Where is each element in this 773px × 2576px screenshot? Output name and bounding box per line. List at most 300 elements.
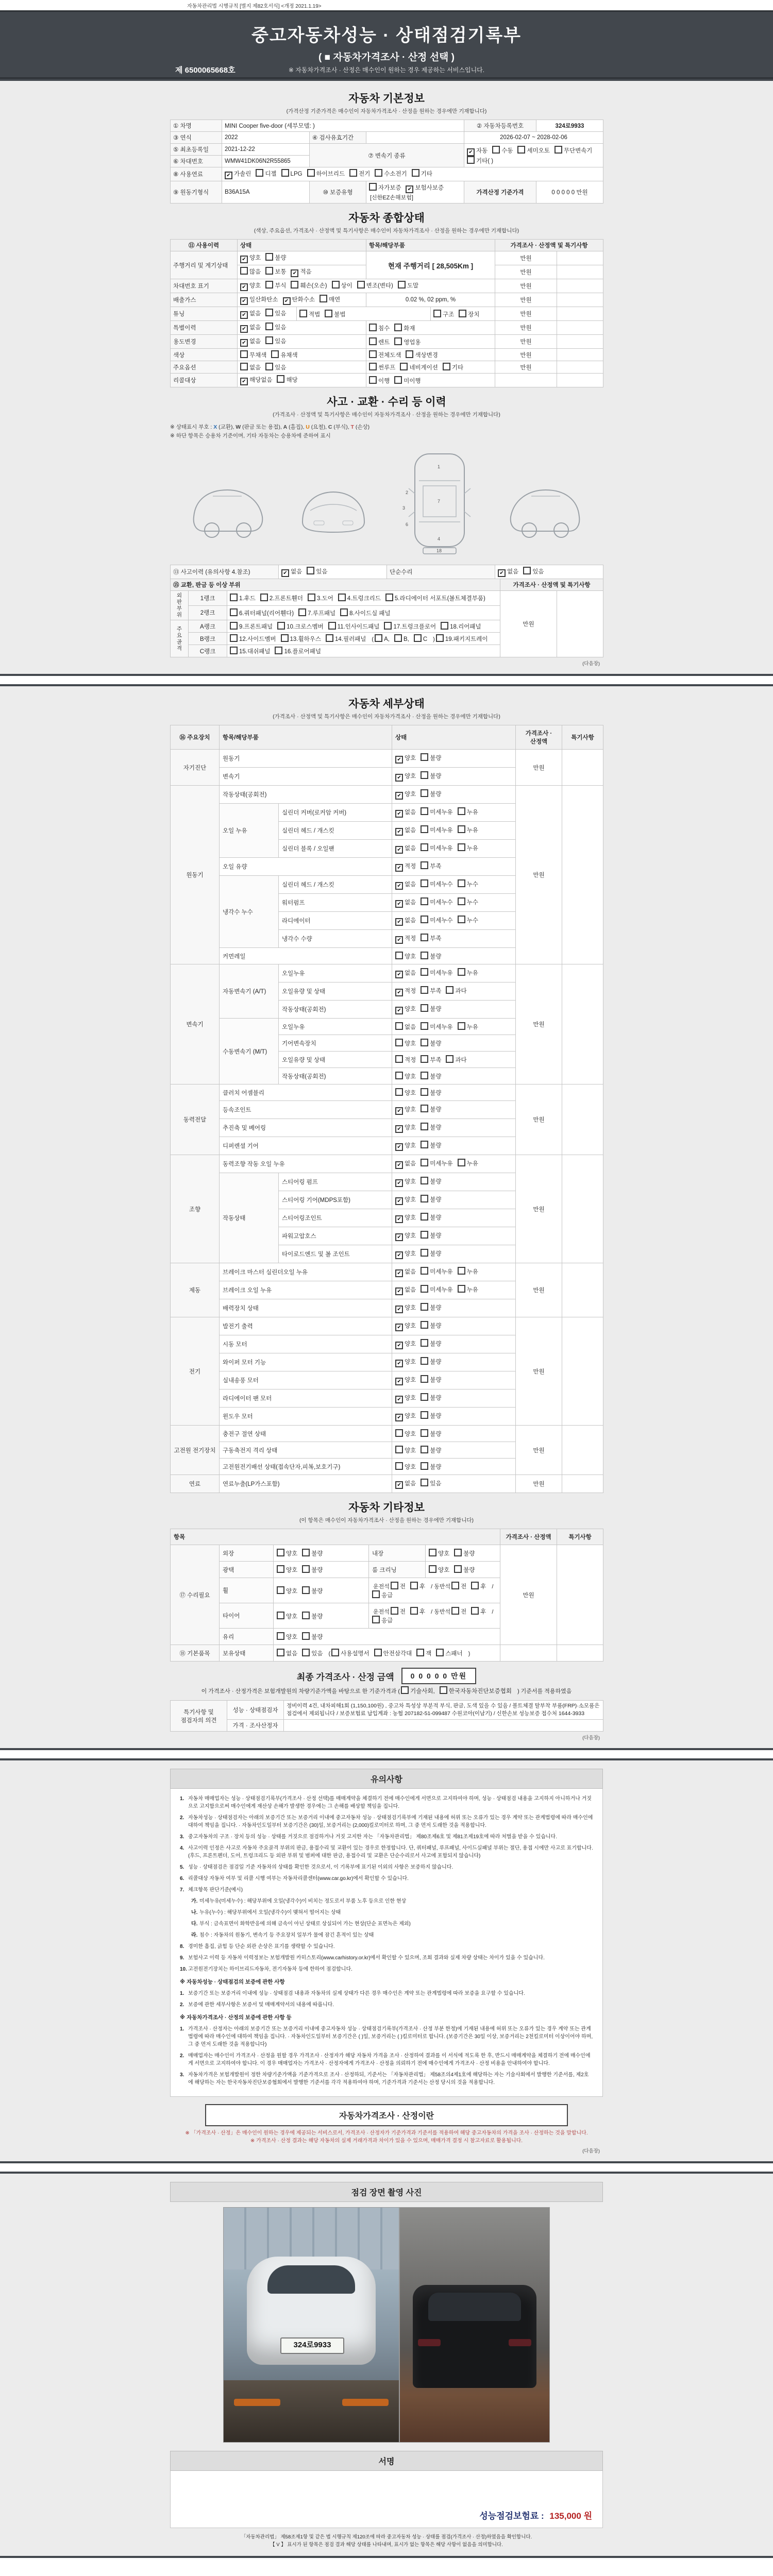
option[interactable] <box>256 169 276 178</box>
option[interactable] <box>421 807 452 816</box>
option-checked[interactable] <box>240 337 261 347</box>
option[interactable] <box>369 350 401 359</box>
option-checked[interactable] <box>395 969 416 978</box>
option[interactable] <box>230 634 276 643</box>
option[interactable] <box>421 1321 441 1330</box>
option[interactable] <box>265 267 286 276</box>
option[interactable] <box>458 1267 478 1276</box>
option[interactable] <box>230 608 294 617</box>
option[interactable] <box>299 310 320 318</box>
option[interactable] <box>391 1582 406 1590</box>
checkbox-icon <box>395 1072 403 1079</box>
cell <box>392 930 516 948</box>
option[interactable] <box>443 363 463 371</box>
option[interactable] <box>421 1055 441 1064</box>
option[interactable] <box>291 281 327 290</box>
option[interactable] <box>230 594 256 602</box>
option[interactable] <box>385 594 485 602</box>
option[interactable] <box>458 843 478 852</box>
option[interactable] <box>454 1565 475 1574</box>
option[interactable] <box>421 1141 441 1149</box>
option[interactable] <box>421 1411 441 1420</box>
option[interactable] <box>458 968 478 977</box>
option-checked[interactable] <box>395 934 416 944</box>
option-label: 불량 <box>430 1448 442 1454</box>
option[interactable] <box>395 1446 416 1454</box>
option[interactable] <box>375 169 407 178</box>
option-label: 양호 <box>405 1197 416 1203</box>
checkbox-icon <box>441 622 448 630</box>
checkbox-icon <box>412 169 419 177</box>
option[interactable] <box>471 1582 486 1590</box>
option-checked[interactable] <box>240 295 278 305</box>
option-checked[interactable] <box>225 170 251 179</box>
option[interactable] <box>429 1565 449 1574</box>
checkbox-icon <box>458 1022 465 1030</box>
option[interactable] <box>458 897 478 906</box>
option-label: 양호 <box>405 1341 416 1347</box>
cell <box>557 374 603 387</box>
checkbox-icon <box>394 337 402 345</box>
option-checked[interactable] <box>395 1005 416 1014</box>
option[interactable] <box>230 622 273 631</box>
option-label: C <box>423 636 428 642</box>
cell <box>392 768 516 786</box>
option-label: 기술사회, <box>410 1688 435 1694</box>
option[interactable] <box>458 1159 478 1167</box>
checkbox-icon <box>394 324 402 331</box>
option[interactable] <box>374 1649 412 1657</box>
option-checked[interactable] <box>395 880 416 890</box>
checkbox-icon <box>331 1649 339 1656</box>
option-checked[interactable] <box>467 146 488 156</box>
cell <box>274 1578 369 1603</box>
option[interactable] <box>260 594 303 602</box>
option[interactable] <box>372 1616 393 1624</box>
cell <box>227 645 500 657</box>
option[interactable] <box>275 647 321 655</box>
option[interactable] <box>298 608 335 617</box>
option[interactable] <box>369 337 390 346</box>
option[interactable] <box>421 771 441 780</box>
option[interactable] <box>451 1582 466 1590</box>
option-label: 미세누수 <box>430 882 453 888</box>
option[interactable] <box>307 567 327 575</box>
option-checked[interactable] <box>281 567 302 577</box>
option[interactable] <box>302 1586 323 1595</box>
option[interactable] <box>436 634 488 643</box>
option[interactable] <box>421 952 441 960</box>
option[interactable] <box>410 1607 425 1616</box>
option[interactable] <box>421 1022 452 1031</box>
option[interactable] <box>421 1004 441 1013</box>
option-label: 렌트 <box>378 339 390 346</box>
option[interactable] <box>395 1429 416 1438</box>
option-checked[interactable] <box>395 772 416 782</box>
option[interactable] <box>421 843 452 852</box>
option[interactable] <box>277 1565 297 1574</box>
option[interactable] <box>421 1446 441 1454</box>
option[interactable] <box>459 310 479 318</box>
option[interactable] <box>458 825 478 834</box>
option-checked[interactable] <box>395 790 416 800</box>
option[interactable] <box>458 879 478 888</box>
option[interactable] <box>302 1632 323 1641</box>
option[interactable] <box>458 1022 478 1031</box>
option-label: 없음 <box>507 569 519 575</box>
option[interactable] <box>436 1649 462 1657</box>
notice-heading: ※ 자동차성능 · 상태점검의 보증에 관한 사항 <box>180 1979 285 1986</box>
option[interactable] <box>302 1649 323 1657</box>
option[interactable] <box>421 986 441 995</box>
checkbox-icon <box>265 323 273 330</box>
cell: 2021-12-22 <box>222 144 310 156</box>
option-label: 양호 <box>405 1090 416 1096</box>
option[interactable] <box>357 281 393 290</box>
option[interactable] <box>458 807 478 816</box>
option-label: 전 <box>399 1609 406 1615</box>
checkbox-icon <box>421 1022 428 1030</box>
notice-number: 1. <box>180 2026 184 2032</box>
option[interactable] <box>281 634 321 643</box>
cell: ⑧ 사용연료 <box>171 167 222 181</box>
option[interactable] <box>421 825 452 834</box>
option[interactable] <box>433 310 454 318</box>
option[interactable] <box>421 1249 441 1258</box>
checkbox-icon <box>302 1586 310 1594</box>
checkbox-icon <box>275 647 282 654</box>
option[interactable] <box>421 1039 441 1047</box>
option-checked[interactable] <box>395 1479 416 1489</box>
option[interactable] <box>240 350 266 359</box>
checkbox-icon <box>421 825 428 833</box>
table-row <box>171 786 603 804</box>
option-checked[interactable] <box>395 1141 416 1151</box>
option[interactable] <box>421 1231 441 1240</box>
cell: 특별이력 <box>171 321 238 335</box>
option[interactable] <box>412 169 432 178</box>
option[interactable] <box>277 1586 297 1595</box>
option[interactable] <box>421 897 452 906</box>
option[interactable] <box>230 647 270 655</box>
option[interactable] <box>302 1565 323 1574</box>
cell: 만원 <box>516 964 562 1084</box>
option[interactable] <box>395 1055 416 1064</box>
option[interactable] <box>440 1686 512 1695</box>
option[interactable] <box>421 879 452 888</box>
option-checked[interactable] <box>395 1177 416 1187</box>
option[interactable] <box>400 363 438 371</box>
option[interactable] <box>517 146 549 155</box>
option[interactable] <box>421 1393 441 1402</box>
checkbox-icon <box>265 281 273 289</box>
option[interactable] <box>421 1088 441 1097</box>
option[interactable] <box>421 1195 441 1204</box>
option[interactable] <box>394 324 415 332</box>
legend-mark: W <box>236 424 241 430</box>
option[interactable] <box>394 634 409 642</box>
table-row <box>171 120 603 132</box>
option[interactable] <box>265 281 286 290</box>
option[interactable] <box>326 634 366 643</box>
option[interactable] <box>277 622 324 631</box>
option-checked[interactable] <box>395 1412 416 1421</box>
cell: ⑨ 원동기형식 <box>171 181 222 204</box>
option-checked[interactable] <box>395 1321 416 1331</box>
option[interactable] <box>421 1177 441 1185</box>
option[interactable] <box>265 336 286 345</box>
checkbox-icon <box>395 1022 403 1030</box>
option-checked[interactable] <box>395 1358 416 1367</box>
option[interactable] <box>446 1055 466 1064</box>
option[interactable] <box>281 169 303 177</box>
option[interactable] <box>395 1022 416 1031</box>
option-label: 미세누수 <box>430 900 453 906</box>
option-checked[interactable] <box>395 1123 416 1133</box>
option-label: 양호 <box>286 1588 298 1595</box>
checkbox-icon <box>421 843 428 851</box>
option-checked[interactable] <box>395 1376 416 1385</box>
option[interactable] <box>446 986 466 995</box>
option-checked[interactable] <box>395 1285 416 1295</box>
table-row <box>171 1720 603 1732</box>
option-label: 스패너 <box>445 1651 463 1657</box>
checkbox-icon <box>277 1565 284 1573</box>
option[interactable] <box>395 1462 416 1471</box>
option-checked[interactable] <box>395 808 416 818</box>
option[interactable] <box>414 634 427 642</box>
option[interactable] <box>421 1303 441 1312</box>
option-checked[interactable] <box>291 267 311 277</box>
option[interactable] <box>265 363 286 371</box>
option[interactable] <box>421 1159 452 1167</box>
cell: 배출가스 <box>171 293 238 307</box>
option[interactable] <box>369 183 401 192</box>
page-2 <box>0 684 773 1750</box>
option-checked[interactable] <box>395 1105 416 1115</box>
option[interactable] <box>308 594 333 602</box>
option[interactable] <box>277 1632 297 1641</box>
cell <box>392 1408 516 1426</box>
checkbox-icon <box>421 986 428 994</box>
option[interactable] <box>406 350 438 359</box>
option[interactable] <box>458 1285 478 1294</box>
option-checked[interactable] <box>395 898 416 908</box>
option[interactable] <box>369 324 390 332</box>
option-checked[interactable] <box>395 826 416 836</box>
checkbox-checked-icon: ✔ <box>240 256 248 263</box>
option-checked[interactable] <box>395 1159 416 1169</box>
option[interactable] <box>240 267 261 276</box>
option[interactable] <box>421 968 452 977</box>
cell: 등속조인트 <box>220 1101 392 1119</box>
option[interactable] <box>395 1072 416 1080</box>
option[interactable] <box>302 1549 323 1557</box>
option[interactable] <box>395 1088 416 1097</box>
option[interactable] <box>394 376 421 385</box>
option[interactable] <box>451 1607 466 1616</box>
option[interactable] <box>395 1039 416 1047</box>
notice-text: 중고자동차의 구조 · 장치 등의 성능 · 상태를 거짓으로 점검하거나 거짓 고지한 자는 「자동차관리법」 제80조제6호 및 제81조제19호에 따라 처벌을 받을 수 있습니다. <box>188 1834 557 1840</box>
cell <box>392 912 516 930</box>
option[interactable] <box>375 634 390 642</box>
option[interactable] <box>328 622 380 631</box>
option[interactable] <box>372 1590 393 1599</box>
option[interactable] <box>421 1105 441 1113</box>
cell <box>495 565 603 579</box>
option[interactable] <box>332 281 352 290</box>
option[interactable] <box>401 1686 435 1695</box>
option[interactable] <box>416 1649 431 1657</box>
option[interactable] <box>554 146 593 155</box>
option[interactable] <box>421 916 452 924</box>
cell <box>274 1562 369 1578</box>
checkbox-icon <box>440 1686 447 1694</box>
cell <box>392 948 516 964</box>
option[interactable] <box>492 146 513 155</box>
option[interactable] <box>265 323 286 331</box>
option-checked[interactable] <box>240 281 261 291</box>
option-checked[interactable] <box>395 1249 416 1259</box>
checkbox-icon <box>385 594 393 601</box>
option-checked[interactable] <box>395 1213 416 1223</box>
option[interactable] <box>429 1549 449 1557</box>
option[interactable] <box>523 567 544 575</box>
checkbox-icon <box>349 169 357 177</box>
option[interactable] <box>340 608 390 617</box>
checkbox-icon <box>240 363 248 370</box>
checkbox-icon <box>277 1612 284 1619</box>
page-3 <box>0 1758 773 2163</box>
option[interactable] <box>302 1612 323 1620</box>
column-header: 가격조사 · 산정액 및 특기사항 <box>500 579 603 591</box>
option[interactable] <box>421 1375 441 1384</box>
option-checked[interactable] <box>240 323 261 333</box>
option[interactable] <box>458 916 478 924</box>
car-diagrams <box>170 445 603 561</box>
option[interactable] <box>271 350 297 359</box>
table-row <box>171 1529 603 1545</box>
option[interactable] <box>307 169 345 178</box>
option[interactable] <box>471 1607 486 1616</box>
checkbox-icon <box>458 1267 465 1275</box>
option-checked[interactable] <box>498 567 518 577</box>
option[interactable] <box>277 375 297 384</box>
option-label: 양호 <box>405 1377 416 1383</box>
checkbox-icon <box>459 310 466 317</box>
option-checked[interactable] <box>240 309 261 319</box>
option-checked[interactable] <box>395 1394 416 1403</box>
option-label: 양호 <box>405 1395 416 1401</box>
option[interactable] <box>410 1582 425 1590</box>
option[interactable] <box>394 337 421 346</box>
option-checked[interactable] <box>395 754 416 764</box>
option[interactable] <box>454 1549 475 1557</box>
option[interactable] <box>467 156 493 165</box>
option[interactable] <box>398 281 418 290</box>
cell: 외판부위 <box>171 591 189 620</box>
option[interactable] <box>325 310 345 318</box>
option[interactable] <box>277 1649 297 1657</box>
option-label: 변조(변타) <box>366 283 393 289</box>
option[interactable] <box>421 789 441 798</box>
option[interactable] <box>277 1549 297 1557</box>
option[interactable] <box>421 934 441 942</box>
option[interactable] <box>421 1339 441 1348</box>
option-checked[interactable] <box>395 1303 416 1313</box>
option-checked[interactable] <box>395 1340 416 1349</box>
option[interactable] <box>384 622 436 631</box>
checkbox-checked-icon: ✔ <box>291 269 298 277</box>
signature-area[interactable] <box>170 2471 603 2528</box>
notice-number: 나. <box>191 1910 198 1916</box>
checkbox-icon <box>395 1088 403 1096</box>
option[interactable] <box>369 376 390 385</box>
option[interactable] <box>277 1612 297 1620</box>
option-checked[interactable] <box>395 987 416 996</box>
cell: 스티어링 펌프 <box>279 1173 392 1191</box>
option[interactable] <box>421 1429 441 1438</box>
option[interactable] <box>265 309 286 317</box>
cell: 외장 <box>220 1545 274 1562</box>
option[interactable] <box>421 1285 452 1294</box>
option-checked[interactable] <box>240 253 261 263</box>
option-checked[interactable] <box>395 844 416 854</box>
cell <box>284 1720 603 1732</box>
option[interactable] <box>395 952 416 960</box>
option-label: 양호 <box>405 1215 416 1221</box>
option[interactable] <box>349 169 370 178</box>
option[interactable] <box>369 363 395 371</box>
checkbox-icon <box>421 1039 428 1046</box>
option-checked[interactable] <box>395 916 416 926</box>
notice-heading: ※ 자동차가격조사 · 산정의 보증에 관한 사항 등 <box>180 2014 292 2021</box>
option-checked[interactable] <box>395 862 416 872</box>
option[interactable] <box>441 622 481 631</box>
option[interactable] <box>338 594 381 602</box>
option-label: 미세누유 <box>430 970 453 976</box>
option[interactable] <box>421 861 441 870</box>
option[interactable] <box>421 1462 441 1471</box>
option[interactable] <box>331 1649 369 1657</box>
option[interactable] <box>421 1213 441 1222</box>
option[interactable] <box>421 753 441 762</box>
option[interactable] <box>265 253 286 262</box>
option[interactable] <box>240 363 261 371</box>
option[interactable] <box>421 1123 441 1131</box>
option-checked[interactable] <box>240 376 272 385</box>
checkbox-icon <box>454 1565 462 1573</box>
option[interactable] <box>391 1607 406 1616</box>
option-checked[interactable] <box>395 1231 416 1241</box>
option[interactable] <box>421 1479 441 1487</box>
option-checked[interactable] <box>395 1195 416 1205</box>
option-label: 장치 <box>468 311 480 318</box>
option-label: 불법 <box>334 311 346 318</box>
signature-title: 서명 <box>170 2451 603 2471</box>
cell: C랭크 <box>189 645 227 657</box>
option-checked[interactable] <box>283 295 315 305</box>
option[interactable] <box>421 1267 452 1276</box>
option-label: 8.사이드실 패널 <box>349 610 391 617</box>
option[interactable] <box>421 1072 441 1080</box>
option[interactable] <box>421 1357 441 1366</box>
option-checked[interactable] <box>406 183 444 193</box>
option[interactable] <box>320 295 340 303</box>
option-checked[interactable] <box>395 1267 416 1277</box>
checkbox-checked-icon: ✔ <box>498 569 506 577</box>
cell <box>238 279 495 293</box>
